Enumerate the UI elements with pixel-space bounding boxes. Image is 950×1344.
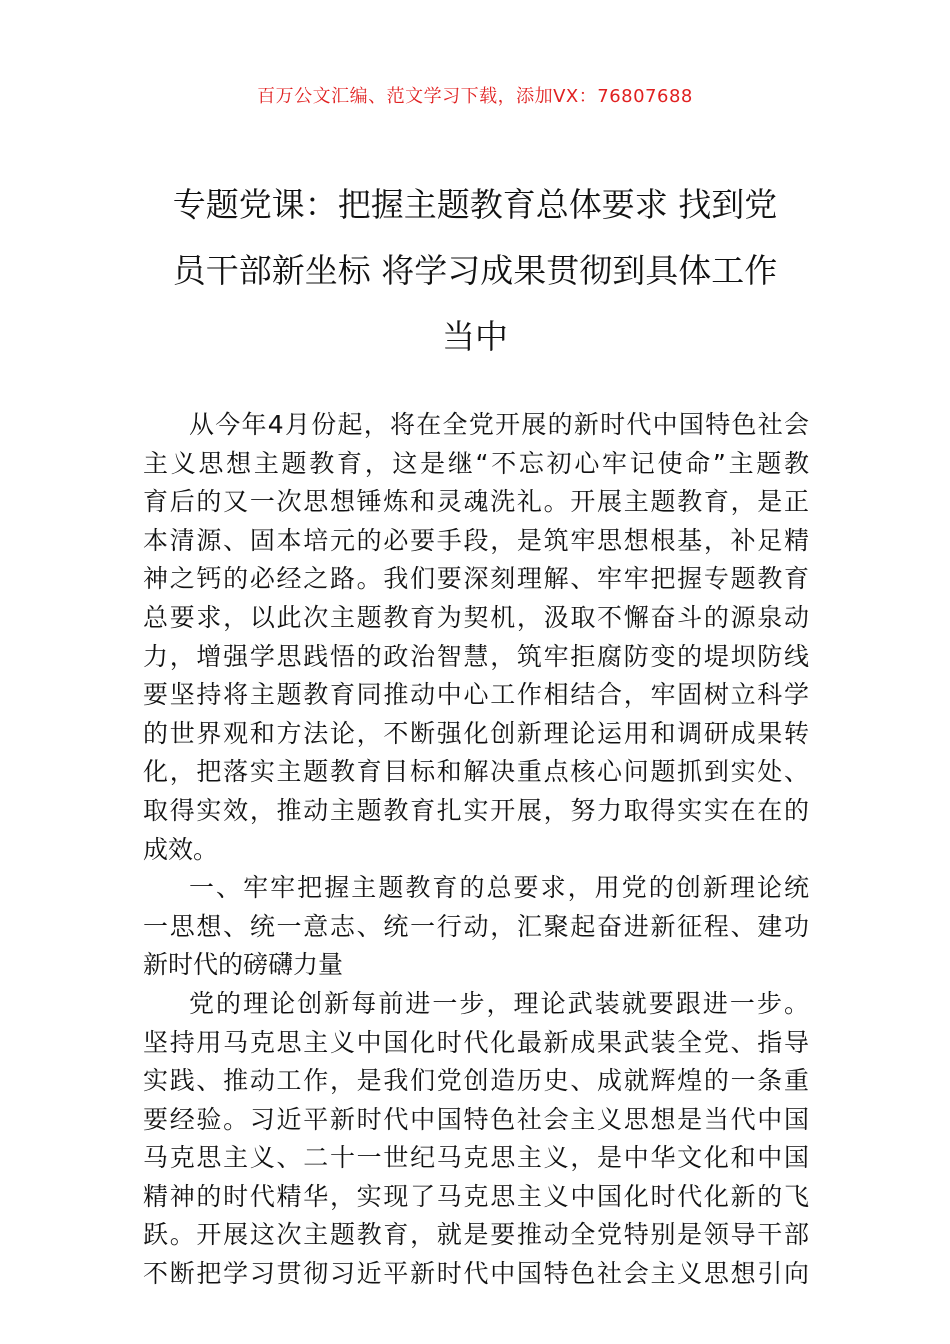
text-line: 化，把落实主题教育目标和解决重点核心问题抓到实处、: [143, 757, 809, 787]
text-line: 主义思想主题教育，这是继“不忘初心牢记使命”主题教: [143, 448, 809, 478]
heading-line: 新时代的磅礴力量: [143, 950, 344, 980]
text-line: 要经验。习近平新时代中国特色社会主义思想是当代中国: [143, 1104, 809, 1134]
text-line: 跃。开展这次主题教育，就是要推动全党特别是领导干部: [143, 1220, 809, 1250]
section-heading-1: [143, 869, 809, 985]
text-line: 力，增强学思践悟的政治智慧，筑牢拒腐防变的堤坝防线: [143, 641, 809, 671]
text-line: 精神的时代精华，实现了马克思主义中国化时代化新的飞: [143, 1181, 809, 1211]
text-line: 成效。: [143, 834, 219, 864]
text-line: 党的理论创新每前进一步，理论武装就要跟进一步。: [189, 988, 809, 1018]
title-line: 专题党课：把握主题教育总体要求 找到党: [172, 185, 778, 224]
text-line: 神之钙的必经之路。我们要深刻理解、牢牢把握专题教育: [143, 564, 809, 594]
document-title: [130, 172, 820, 370]
text-line: 从今年4月份起，将在全党开展的新时代中国特色社会: [189, 410, 809, 439]
text-line: 的世界观和方法论，不断强化创新理论运用和调研成果转: [143, 718, 809, 748]
heading-line: 一思想、统一意志、统一行动，汇聚起奋进新征程、建功: [143, 911, 809, 941]
title-line: 当中: [442, 317, 508, 356]
text-line: 坚持用马克思主义中国化时代化最新成果武装全党、指导: [143, 1027, 809, 1057]
text-line: 马克思主义、二十一世纪马克思主义，是中华文化和中国: [143, 1143, 809, 1173]
text-line: 育后的又一次思想锤炼和灵魂洗礼。开展主题教育，是正: [143, 487, 809, 517]
header-banner: 百万公文汇编、范文学习下载，添加VX：76807688: [257, 86, 693, 107]
paragraph-intro: [143, 406, 809, 869]
text-line: 总要求，以此次主题教育为契机，汲取不懈奋斗的源泉动: [143, 602, 809, 632]
text-line: 本清源、固本培元的必要手段，是筑牢思想根基，补足精: [143, 525, 809, 555]
paragraph-theory: [143, 985, 809, 1294]
heading-line: 一、牢牢把握主题教育的总要求，用党的创新理论统: [189, 873, 809, 903]
document-body: [143, 406, 809, 1294]
text-line: 取得实效，推动主题教育扎实开展，努力取得实实在在的: [143, 795, 809, 825]
text-line: 要坚持将主题教育同推动中心工作相结合，牢固树立科学: [143, 680, 809, 710]
text-line: 不断把学习贯彻习近平新时代中国特色社会主义思想引向: [143, 1259, 809, 1289]
title-line: 员干部新坐标 将学习成果贯彻到具体工作: [172, 251, 778, 290]
text-line: 实践、推动工作，是我们党创造历史、成就辉煌的一条重: [143, 1066, 809, 1096]
